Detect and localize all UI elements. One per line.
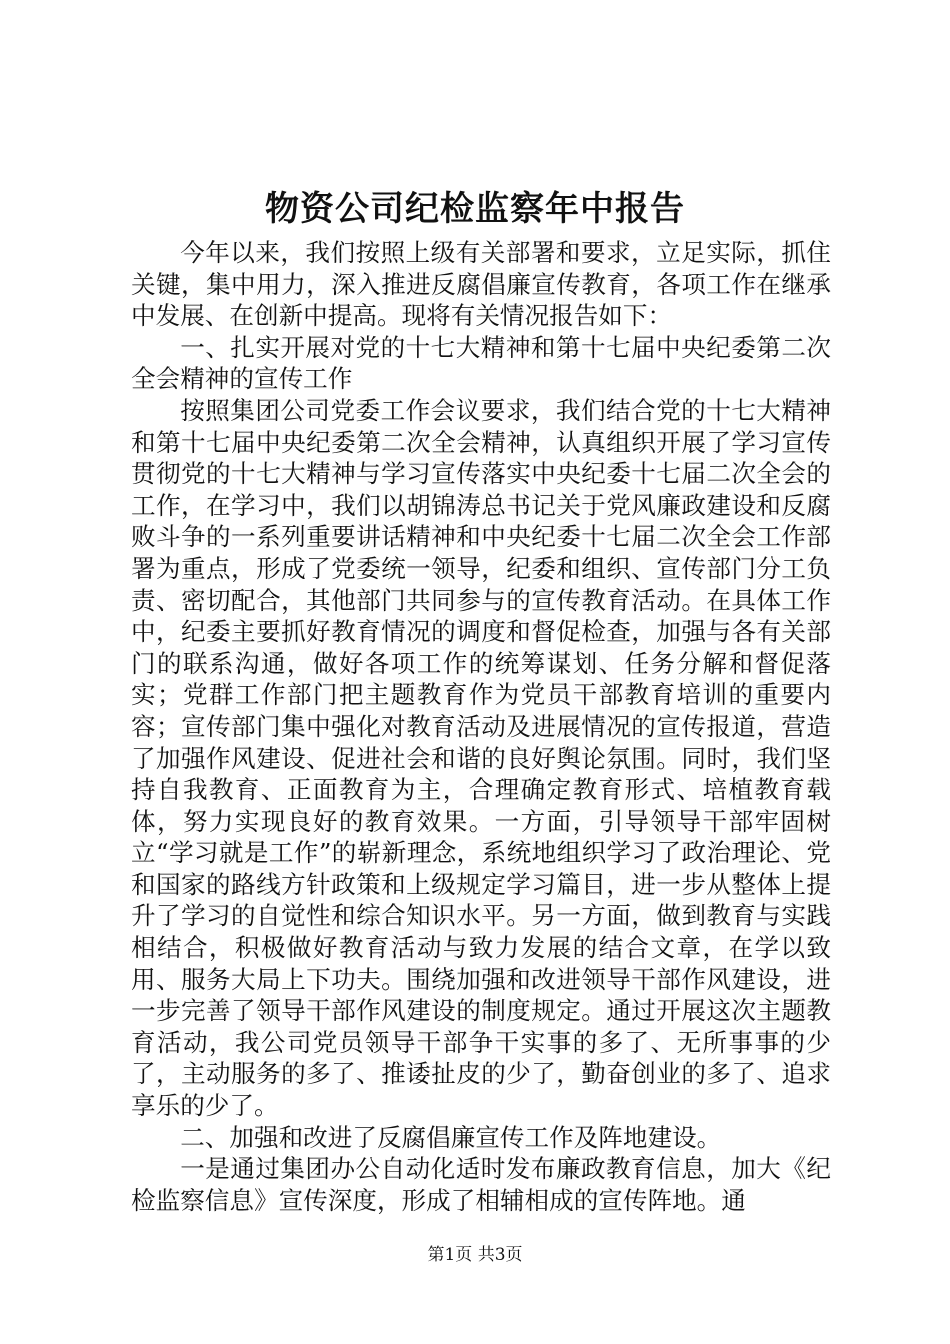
section-heading-2: 二、加强和改进了反腐倡廉宣传工作及阵地建设。 <box>180 1122 722 1152</box>
paragraph-section-1: 按照集团公司党委工作会议要求，我们结合党的十七大精神和第十七届中央纪委第二次全会精神，认真组织开展了学习宣传贯彻党的十七大精神与学习宣传落实中央纪委十七届二次全会的工作，在学习中，我们以胡锦涛总书记关于党风廉政建设和反腐败斗争的一系列重要讲话精神和中央纪委十七届二次全会工作部署为重点，形成了党委统一领导，纪委和组织、宣传部门分工负责、密切配合，其他部门共同参与的宣传教育活动。在具体工作中，纪委主要抓好教育情况的调度和督促检查，加强与各有关部门的联系沟通，做好各项工作的统筹谋划、任务分解和督促落实；党群工作部门把主题教育作为党员干部教育培训的重要内容；宣传部门集中强化对教育活动及进展情况的宣传报道，营造了加强作风建设、促进社会和谐的良好舆论氛围。同时，我们坚持自我教育、正面教育为主，合理确定教育形式、培植教育载体，努力实现良好的教育效果。一方面，引导领导干部牢固树立“学习就是工作”的崭新理念，系统地组织学习了政治理论、党和国家的路线方针政策和上级规定学习篇目，进一步从整体上提升了学习的自觉性和综合知识水平。另一方面，做到教育与实践相结合，积极做好教育活动与致力发展的结合文章，在学以致用、服务大局上下功夫。围绕加强和改进领导干部作风建设，进一步完善了领导干部作风建设的制度规定。通过开展这次主题教育活动，我公司党员领导干部争干实事的多了、无所事事的少了，主动服务的多了、推诿扯皮的少了，勤奋创业的多了、追求享乐的少了。 <box>131 395 831 1121</box>
paragraph-section-2: 一是通过集团办公自动化适时发布廉政教育信息，加大《纪检监察信息》宣传深度，形成了相辅相成的宣传阵地。通 <box>131 1154 831 1215</box>
document-title: 物资公司纪检监察年中报告 <box>265 189 685 229</box>
page-number-footer: 第1页 共3页 <box>427 1245 523 1265</box>
paragraph-intro: 今年以来，我们按照上级有关部署和要求，立足实际，抓住关键，集中用力，深入推进反腐倡廉宣传教育，各项工作在继承中发展、在创新中提高。现将有关情况报告如下： <box>131 238 831 331</box>
section-heading-1: 一、扎实开展对党的十七大精神和第十七届中央纪委第二次全会精神的宣传工作 <box>131 332 831 394</box>
document-body <box>131 237 831 1216</box>
